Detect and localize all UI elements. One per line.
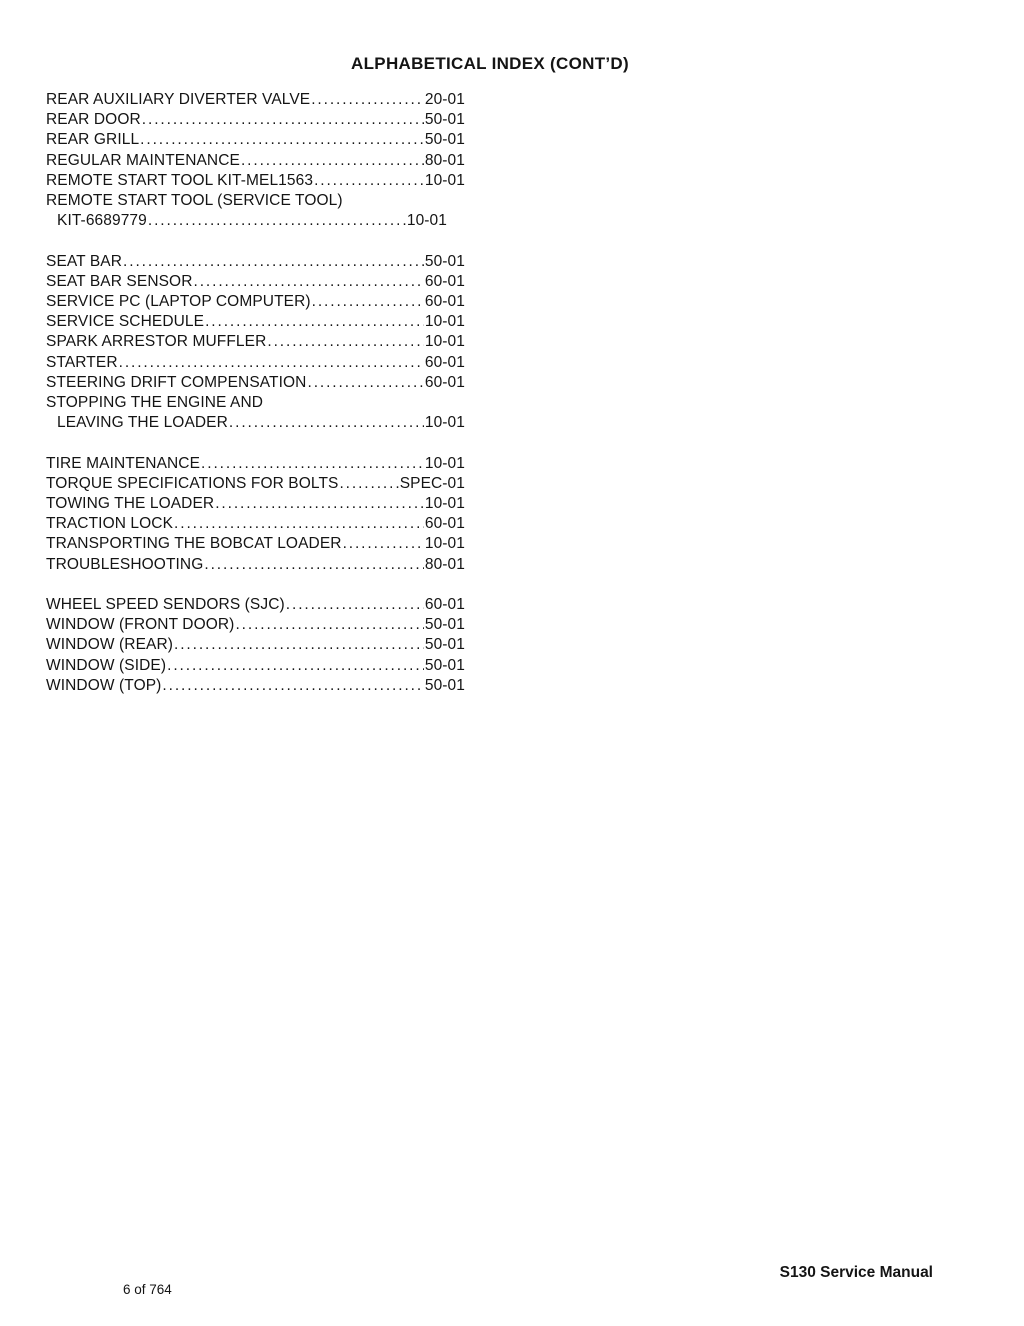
dot-leader: [343, 534, 424, 554]
dot-leader: [205, 312, 424, 332]
index-entry-label: STARTER: [46, 353, 118, 371]
dot-leader: [123, 252, 424, 272]
index-entry: [46, 454, 465, 474]
index-entry-page-ref: 50-01: [424, 656, 465, 674]
index-group: [46, 90, 465, 231]
index-entry-label: REAR AUXILIARY DIVERTER VALVE: [46, 91, 311, 108]
index-entry-label: TORQUE SPECIFICATIONS FOR BOLTS: [46, 474, 339, 492]
index-entry: [46, 494, 465, 514]
index-entry-page-ref: 10-01: [424, 495, 465, 513]
dot-leader: [148, 211, 406, 231]
index-entry-label: STOPPING THE ENGINE AND: [46, 394, 264, 412]
index-entry-page-ref: 10-01: [424, 333, 465, 351]
alphabetical-index-list: [46, 90, 465, 716]
index-entry: [46, 373, 465, 393]
index-entry-label: REMOTE START TOOL (SERVICE TOOL): [46, 192, 343, 210]
index-entry: [46, 90, 465, 110]
index-entry: [46, 151, 465, 171]
index-entry: [46, 292, 465, 312]
index-entry-label: TOWING THE LOADER: [46, 495, 215, 513]
index-entry-page-ref: 80-01: [424, 151, 465, 169]
dot-leader: [142, 110, 424, 130]
dot-leader: [307, 373, 423, 393]
index-entry: [46, 413, 465, 433]
index-entry-page-ref: 50-01: [424, 616, 465, 634]
index-entry-label: REMOTE START TOOL KIT-MEL1563: [46, 171, 314, 189]
index-entry-page-ref: 60-01: [424, 515, 465, 533]
index-entry-label: LEAVING THE LOADER: [57, 414, 228, 432]
index-entry-page-ref: 50-01: [424, 131, 465, 149]
dot-leader: [314, 171, 424, 191]
dot-leader: [174, 514, 424, 534]
index-entry: [46, 474, 465, 494]
index-entry: [46, 676, 465, 696]
dot-leader: [286, 595, 424, 615]
index-entry-page-ref: 60-01: [424, 272, 465, 290]
index-entry-label: WINDOW (SIDE): [46, 656, 167, 674]
index-entry-label: SEAT BAR SENSOR: [46, 272, 193, 290]
index-group: [46, 252, 465, 434]
index-entry-label: WINDOW (FRONT DOOR): [46, 616, 235, 634]
index-group: [46, 454, 465, 575]
index-entry-label: SPARK ARRESTOR MUFFLER: [46, 333, 267, 351]
index-entry: [46, 656, 465, 676]
dot-leader: [174, 635, 424, 655]
index-entry-label: SERVICE SCHEDULE: [46, 313, 205, 331]
index-entry-label: REGULAR MAINTENANCE: [46, 151, 240, 169]
index-entry-page-ref: 10-01: [406, 212, 447, 230]
index-entry-page-ref: 50-01: [424, 636, 465, 654]
index-entry: [46, 534, 465, 554]
index-entry-page-ref: SPEC-01: [399, 474, 465, 492]
dot-leader: [339, 474, 398, 494]
dot-leader: [312, 292, 424, 312]
index-entry: [46, 555, 465, 575]
index-entry-page-ref: 50-01: [424, 111, 465, 129]
dot-leader: [241, 151, 424, 171]
index-entry: [46, 171, 465, 191]
dot-leader: [119, 353, 424, 373]
index-entry-page-ref: 10-01: [424, 454, 465, 472]
index-group: [46, 595, 465, 696]
dot-leader: [194, 272, 424, 292]
dot-leader: [229, 413, 424, 433]
index-entry: [46, 130, 465, 150]
index-entry-page-ref: 50-01: [424, 252, 465, 270]
dot-leader: [201, 454, 424, 474]
dot-leader: [204, 555, 423, 575]
dot-leader: [140, 130, 424, 150]
footer-manual-title: S130 Service Manual: [779, 1264, 933, 1281]
index-entry-label: SEAT BAR: [46, 252, 123, 270]
index-entry-label: TRACTION LOCK: [46, 515, 174, 533]
index-entry-label: WINDOW (REAR): [46, 636, 174, 654]
dot-leader: [267, 332, 423, 352]
index-entry-page-ref: 60-01: [424, 596, 465, 614]
index-entry-page-ref: 60-01: [424, 353, 465, 371]
index-entry-page-ref: 60-01: [424, 293, 465, 311]
index-entry-page-ref: 10-01: [424, 171, 465, 189]
index-entry-label: TROUBLESHOOTING: [46, 555, 204, 573]
index-entry-label: WHEEL SPEED SENDORS (SJC): [46, 596, 285, 614]
index-entry: [46, 353, 465, 373]
index-entry: [46, 595, 465, 615]
index-entry-label: SERVICE PC (LAPTOP COMPUTER): [46, 293, 311, 311]
index-entry: [46, 332, 465, 352]
dot-leader: [167, 656, 424, 676]
index-entry-label: TRANSPORTING THE BOBCAT LOADER: [46, 535, 342, 553]
dot-leader: [162, 676, 423, 696]
index-entry: [46, 211, 465, 231]
index-entry: [46, 191, 465, 211]
page-title: ALPHABETICAL INDEX (CONT’D): [351, 54, 629, 73]
index-entry: [46, 635, 465, 655]
index-entry: [46, 272, 465, 292]
index-entry-label: WINDOW (TOP): [46, 676, 162, 694]
dot-leader: [235, 615, 423, 635]
index-entry: [46, 393, 465, 413]
index-entry-label: REAR DOOR: [46, 111, 141, 129]
index-entry-label: STEERING DRIFT COMPENSATION: [46, 373, 307, 391]
index-entry: [46, 312, 465, 332]
index-entry: [46, 110, 465, 130]
dot-leader: [215, 494, 424, 514]
index-entry-label: TIRE MAINTENANCE: [46, 454, 201, 472]
index-entry-page-ref: 10-01: [424, 313, 465, 331]
index-entry: [46, 252, 465, 272]
index-entry-page-ref: 80-01: [424, 555, 465, 573]
index-entry-label: REAR GRILL: [46, 131, 140, 149]
index-entry-page-ref: 50-01: [424, 676, 465, 694]
index-entry-page-ref: 60-01: [424, 373, 465, 391]
dot-leader: [311, 90, 424, 110]
index-entry-page-ref: 10-01: [424, 414, 465, 432]
index-entry-page-ref: 20-01: [424, 91, 465, 108]
footer-page-number: 6 of 764: [123, 1282, 172, 1297]
index-entry: [46, 615, 465, 635]
index-entry: [46, 514, 465, 534]
index-entry-label: KIT-6689779: [57, 212, 147, 230]
index-entry-page-ref: 10-01: [424, 535, 465, 553]
